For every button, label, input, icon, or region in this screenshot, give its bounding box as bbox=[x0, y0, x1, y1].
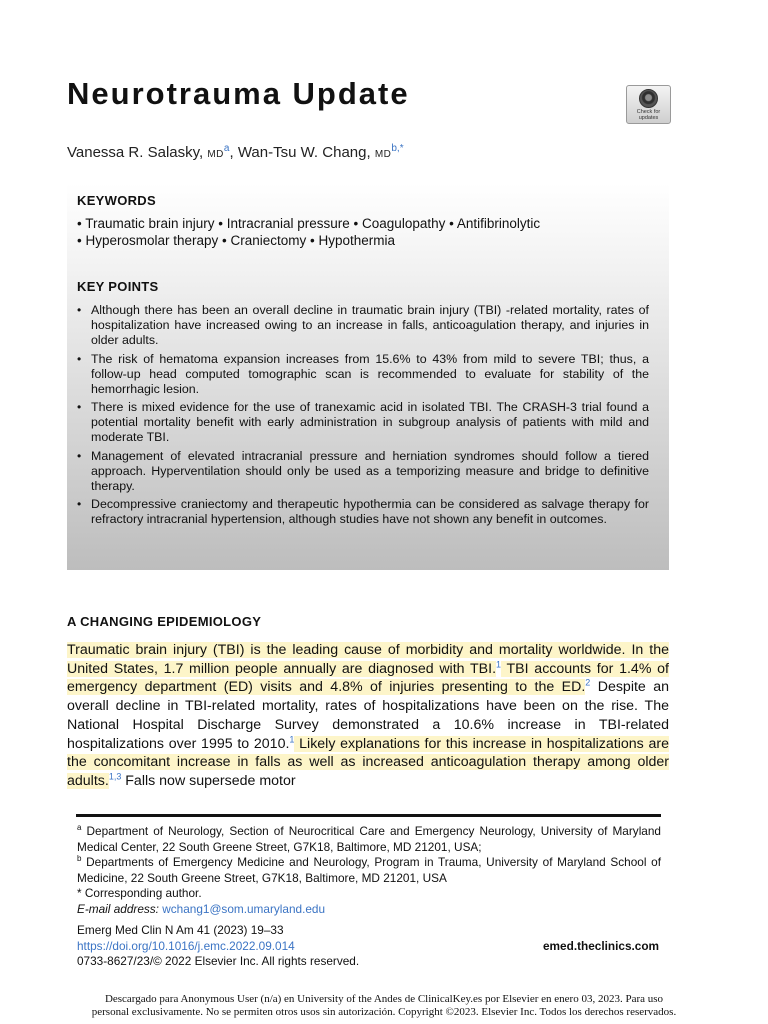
article-title: Neurotrauma Update bbox=[67, 76, 410, 111]
corresponding-author-note: * Corresponding author. bbox=[77, 886, 202, 900]
body-text: Despite an overall decline in TBI-related mortality, rates of hospitalizations have been on the rise. The National Hospital Discharge Survey demonstrated a 10.6% increase in TBI-related hospitalizations over 1995 to 2010. bbox=[67, 679, 669, 752]
doi-link[interactable]: https://doi.org/10.1016/j.emc.2022.09.014 bbox=[77, 938, 295, 953]
keywords-line: • Traumatic brain injury • Intracranial pressure • Coagulopathy • Antifibrinolytic bbox=[77, 216, 541, 231]
reference-link[interactable]: 2 bbox=[585, 677, 591, 688]
keywords-heading: KEYWORDS bbox=[77, 193, 156, 208]
key-point: • Although there has been an overall decline in traumatic brain injury (TBI) -related mortality, rates of hospitalization have increased owing to an increase in falls, anticoagulation therapy, and injuries in older adults. bbox=[77, 303, 649, 348]
email-link[interactable]: wchang1@som.umaryland.edu bbox=[162, 901, 326, 916]
affiliation-b: $^b$ Departments of Emergency Medicine and Neurology, Program in Trauma, University of Maryland School of Medicine, 22 South Greene Street, G7K18, Baltimore, MD 21201, USA bbox=[77, 854, 661, 885]
check-for-updates-badge[interactable] bbox=[626, 85, 671, 124]
download-notice: Descargado para Anonymous User (n/a) en University of the Andes de ClinicalKey.es por Elsevier en enero 03, 2023. Para uso personal exclusivamente. No se permiten otros usos sin autorización. Copyright ©2023. Elsevier Inc. Todos los derechos reservados. bbox=[91, 993, 677, 1018]
check-for-updates-icon bbox=[639, 89, 658, 108]
body-text: Falls now supersede motor bbox=[121, 772, 296, 789]
key-points-heading: KEY POINTS bbox=[77, 279, 159, 294]
copyright-line: 0733-8627/23/© 2022 Elsevier Inc. All rights reserved. bbox=[77, 954, 360, 969]
body-paragraph bbox=[67, 641, 669, 791]
affiliation-marker: b,* bbox=[391, 143, 404, 154]
footnote-divider bbox=[76, 814, 661, 817]
author-line: Vanessa R. Salasky, $MD^a$, Wan-Tsu W. Chang, $MD^{b,*}$ bbox=[67, 143, 404, 161]
reference-link[interactable]: 1 bbox=[496, 658, 502, 669]
journal-site: emed.theclinics.com bbox=[543, 939, 660, 953]
keywords-line: • Hyperosmolar therapy • Craniectomy • Hypothermia bbox=[77, 233, 396, 248]
author-name: Vanessa R. Salasky, bbox=[67, 144, 204, 161]
key-point: • Decompressive craniectomy and therapeutic hypothermia can be considered as salvage therapy for refractory intracranial hypertension, although studies have not shown any benefit in outcomes. bbox=[77, 497, 649, 527]
affiliation-marker: a bbox=[223, 143, 230, 154]
author-name: Wan-Tsu W. Chang, bbox=[237, 144, 371, 161]
section-heading: A CHANGING EPIDEMIOLOGY bbox=[67, 614, 262, 629]
highlighted-text: Likely explanations for this increase in hospitalizations are the concomitant increase in falls as well as increased anticoagulation therapy among older adults. bbox=[67, 735, 669, 789]
key-points-list bbox=[77, 303, 649, 531]
author-degree: MD bbox=[207, 149, 224, 160]
badge-label: Check for updates bbox=[636, 109, 661, 121]
key-point: • The risk of hematoma expansion increases from 15.6% to 43% from mild to severe TBI; thus, a follow-up head computed tomographic scan is recommended to evaluate for stability of the hemorrhagic lesion. bbox=[77, 352, 649, 397]
reference-link[interactable]: 1,3 bbox=[108, 771, 122, 782]
key-point: • There is mixed evidence for the use of tranexamic acid in isolated TBI. The CRASH-3 trial found a potential mortality benefit with early administration in subgroup analysis of patients with mild and moderate TBI. bbox=[77, 400, 649, 445]
author-degree: MD bbox=[374, 149, 392, 160]
key-point: • Management of elevated intracranial pressure and herniation syndromes should follow a tiered approach. Hyperventilation should only be used as a temporizing measure and bridge to definitive therapy. bbox=[77, 449, 649, 494]
keywords-keypoints-box bbox=[67, 183, 669, 570]
footnotes bbox=[77, 824, 661, 917]
reference-link[interactable]: 1 bbox=[289, 733, 295, 744]
journal-citation: Emerg Med Clin N Am 41 (2023) 19–33 bbox=[77, 923, 284, 937]
affiliation-a: $^a$ Department of Neurology, Section of Neurocritical Care and Emergency Neurology, University of Maryland Medical Center, 22 South Greene Street, G7K18, Baltimore, MD 21201, USA; bbox=[77, 823, 661, 854]
highlighted-text: Traumatic brain injury (TBI) is the leading cause of morbidity and mortality worldwide. In the United States, 1.7 million people annually are diagnosed with TBI. bbox=[67, 642, 669, 677]
highlighted-text: TBI accounts for 1.4% of emergency department (ED) visits and 4.8% of injuries presenting to the ED. bbox=[67, 660, 669, 696]
email-line: E-mail address: wchang1@som.umaryland.edu bbox=[77, 901, 326, 916]
citation-block bbox=[77, 923, 359, 970]
